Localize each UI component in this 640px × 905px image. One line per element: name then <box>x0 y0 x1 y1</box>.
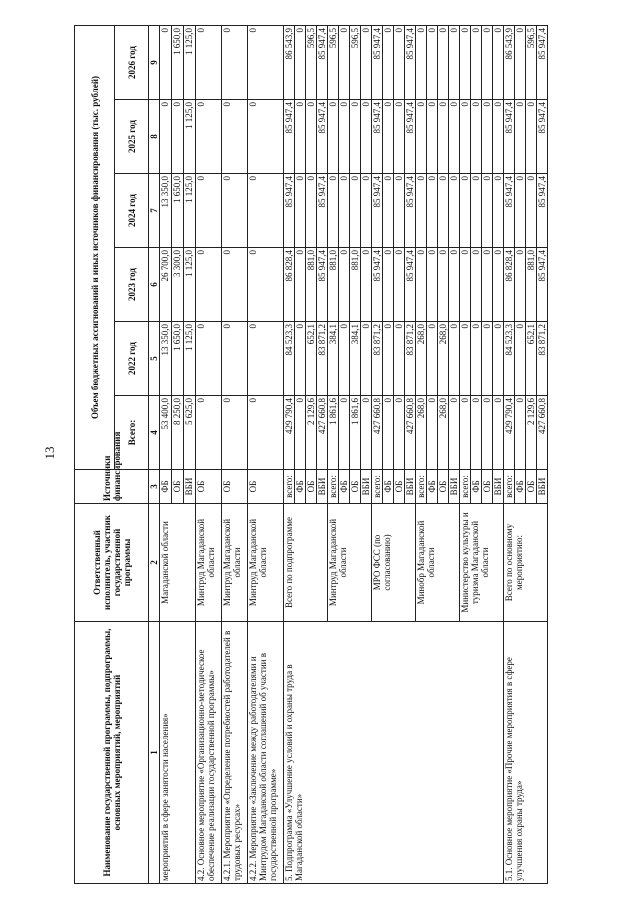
responsible-cell: Минобр Магаданской области <box>416 504 460 622</box>
value-cell: 86 543,9 <box>284 25 295 99</box>
table-row <box>504 25 515 883</box>
source-cell: ФБ <box>427 470 438 504</box>
value-cell: 1 125,0 <box>184 248 196 322</box>
value-cell: 596,5 <box>328 25 339 99</box>
source-cell: ОБ <box>350 470 361 504</box>
value-cell: 881,0 <box>306 248 317 322</box>
header-year: 2025 год <box>115 100 149 174</box>
value-cell: 0 <box>394 174 405 248</box>
value-cell: 0 <box>383 100 394 174</box>
value-cell: 0 <box>471 322 482 396</box>
value-cell: 85 947,4 <box>317 25 328 99</box>
program-name-cell: 5. Подпрограмма «Улучшение условий и охраны труда в Магаданской области» <box>284 622 504 884</box>
value-cell: 1 650,0 <box>172 322 184 396</box>
value-cell: 1 125,0 <box>184 25 196 99</box>
value-cell: 85 947,4 <box>317 100 328 174</box>
value-cell: 85 947,4 <box>284 100 295 174</box>
value-cell: 0 <box>493 174 504 248</box>
value-cell: 881,0 <box>328 248 339 322</box>
value-cell: 0 <box>160 100 172 174</box>
source-cell: ФБ <box>160 470 172 504</box>
value-cell: 0 <box>248 322 284 396</box>
header-col-number: 3 <box>149 470 160 504</box>
responsible-cell: Минтруд Магаданской области <box>222 504 248 622</box>
value-cell: 0 <box>295 100 306 174</box>
source-cell: ФБ <box>383 470 394 504</box>
value-cell: 0 <box>526 100 537 174</box>
value-cell: 0 <box>160 25 172 99</box>
value-cell: 0 <box>493 25 504 99</box>
value-cell: 0 <box>248 100 284 174</box>
value-cell: 85 947,4 <box>317 174 328 248</box>
source-cell: ВБИ <box>405 470 416 504</box>
value-cell: 268,0 <box>438 322 449 396</box>
source-cell: ФБ <box>295 470 306 504</box>
value-cell: 0 <box>306 100 317 174</box>
value-cell: 0 <box>383 248 394 322</box>
value-cell: 86 828,4 <box>504 248 515 322</box>
value-cell: 13 350,0 <box>160 174 172 248</box>
value-cell: 427 660,8 <box>405 396 416 470</box>
value-cell: 85 947,4 <box>537 100 548 174</box>
program-name-cell: мероприятий в сфере занятости населения» <box>160 622 196 884</box>
header-responsible: Ответственный исполнитель, участник государственной программы <box>75 504 149 622</box>
source-cell: ВБИ <box>184 470 196 504</box>
value-cell: 0 <box>482 174 493 248</box>
value-cell: 83 871,2 <box>372 322 383 396</box>
responsible-cell: Минтруд Магаданской области <box>248 504 284 622</box>
value-cell: 0 <box>493 100 504 174</box>
value-cell: 268,0 <box>416 322 427 396</box>
value-cell: 427 660,8 <box>537 396 548 470</box>
value-cell: 0 <box>471 174 482 248</box>
value-cell: 1 125,0 <box>184 100 196 174</box>
value-cell: 0 <box>460 100 471 174</box>
source-cell: ОБ <box>438 470 449 504</box>
value-cell: 0 <box>222 174 248 248</box>
value-cell: 0 <box>427 322 438 396</box>
value-cell: 0 <box>295 25 306 99</box>
value-cell: 881,0 <box>526 248 537 322</box>
value-cell: 85 947,4 <box>372 248 383 322</box>
source-cell: ОБ <box>394 470 405 504</box>
source-cell: ФБ <box>471 470 482 504</box>
value-cell: 0 <box>394 248 405 322</box>
value-cell: 0 <box>493 396 504 470</box>
value-cell: 85 947,4 <box>372 100 383 174</box>
value-cell: 0 <box>295 322 306 396</box>
value-cell: 0 <box>471 396 482 470</box>
value-cell: 1 650,0 <box>172 25 184 99</box>
source-cell: ОБ <box>306 470 317 504</box>
value-cell: 0 <box>427 396 438 470</box>
value-cell: 0 <box>222 396 248 470</box>
value-cell: 0 <box>196 100 222 174</box>
value-cell: 0 <box>361 396 372 470</box>
value-cell: 881,0 <box>350 248 361 322</box>
value-cell: 0 <box>449 322 460 396</box>
value-cell: 0 <box>222 322 248 396</box>
value-cell: 0 <box>515 396 526 470</box>
value-cell: 8 250,0 <box>172 396 184 470</box>
value-cell: 0 <box>460 25 471 99</box>
value-cell: 0 <box>482 248 493 322</box>
source-cell: всего: <box>416 470 427 504</box>
header-col-number: 1 <box>149 622 160 884</box>
value-cell: 0 <box>339 322 350 396</box>
value-cell: 0 <box>196 174 222 248</box>
value-cell: 0 <box>172 100 184 174</box>
value-cell: 0 <box>427 248 438 322</box>
page-number: 13 <box>42 446 57 460</box>
value-cell: 0 <box>482 25 493 99</box>
value-cell: 86 543,9 <box>504 25 515 99</box>
value-cell: 2 129,6 <box>526 396 537 470</box>
value-cell: 85 947,4 <box>372 174 383 248</box>
value-cell: 0 <box>471 100 482 174</box>
value-cell: 0 <box>328 174 339 248</box>
value-cell: 0 <box>196 248 222 322</box>
value-cell: 268,0 <box>416 396 427 470</box>
header-year: 2023 год <box>115 248 149 322</box>
table-row <box>196 25 222 883</box>
value-cell: 0 <box>515 248 526 322</box>
header-col-number: 6 <box>149 248 160 322</box>
value-cell: 1 125,0 <box>184 322 196 396</box>
value-cell: 0 <box>222 248 248 322</box>
value-cell: 427 660,8 <box>372 396 383 470</box>
value-cell: 0 <box>339 100 350 174</box>
value-cell: 0 <box>416 248 427 322</box>
header-year: Всего: <box>115 396 149 470</box>
responsible-cell: МРО ФСС (по согласованию) <box>372 504 416 622</box>
value-cell: 0 <box>248 174 284 248</box>
value-cell: 0 <box>515 322 526 396</box>
value-cell: 0 <box>339 396 350 470</box>
source-cell: ФБ <box>515 470 526 504</box>
value-cell: 0 <box>196 396 222 470</box>
value-cell: 5 625,0 <box>184 396 196 470</box>
source-cell: ВБИ <box>449 470 460 504</box>
value-cell: 0 <box>493 248 504 322</box>
value-cell: 0 <box>295 174 306 248</box>
value-cell: 596,5 <box>350 25 361 99</box>
value-cell: 427 660,8 <box>317 396 328 470</box>
value-cell: 0 <box>482 396 493 470</box>
value-cell: 85 947,4 <box>284 174 295 248</box>
value-cell: 85 947,4 <box>504 174 515 248</box>
value-cell: 1 650,0 <box>172 174 184 248</box>
source-cell: ОБ <box>222 470 248 504</box>
value-cell: 0 <box>427 174 438 248</box>
value-cell: 0 <box>449 174 460 248</box>
value-cell: 0 <box>248 248 284 322</box>
responsible-cell: Всего по основному мероприятию: <box>504 504 548 622</box>
value-cell: 86 828,4 <box>284 248 295 322</box>
value-cell: 0 <box>438 25 449 99</box>
value-cell: 0 <box>438 100 449 174</box>
value-cell: 0 <box>526 174 537 248</box>
source-cell: всего: <box>372 470 383 504</box>
value-cell: 0 <box>471 248 482 322</box>
value-cell: 0 <box>515 25 526 99</box>
value-cell: 652,1 <box>526 322 537 396</box>
value-cell: 0 <box>460 248 471 322</box>
value-cell: 0 <box>248 25 284 99</box>
value-cell: 0 <box>295 248 306 322</box>
value-cell: 0 <box>482 100 493 174</box>
value-cell: 83 871,2 <box>537 322 548 396</box>
value-cell: 85 947,4 <box>405 248 416 322</box>
value-cell: 84 523,3 <box>284 322 295 396</box>
value-cell: 0 <box>306 174 317 248</box>
value-cell: 0 <box>222 25 248 99</box>
source-cell: ФБ <box>339 470 350 504</box>
value-cell: 0 <box>427 100 438 174</box>
source-cell: ОБ <box>196 470 222 504</box>
responsible-cell: Министерство культуры и туризма Магаданской области <box>460 504 504 622</box>
value-cell: 384,1 <box>350 322 361 396</box>
value-cell: 85 947,4 <box>405 100 416 174</box>
value-cell: 26 700,0 <box>160 248 172 322</box>
value-cell: 83 871,2 <box>317 322 328 396</box>
value-cell: 429 790,4 <box>504 396 515 470</box>
value-cell: 0 <box>438 248 449 322</box>
source-cell: ВБИ <box>537 470 548 504</box>
value-cell: 85 947,4 <box>504 100 515 174</box>
value-cell: 85 947,4 <box>537 174 548 248</box>
header-col-number: 2 <box>149 504 160 622</box>
value-cell: 0 <box>449 396 460 470</box>
value-cell: 0 <box>416 100 427 174</box>
value-cell: 85 947,4 <box>537 25 548 99</box>
value-cell: 0 <box>482 322 493 396</box>
value-cell: 0 <box>196 322 222 396</box>
value-cell: 0 <box>515 174 526 248</box>
program-name-cell: 5.1. Основное мероприятие «Прочие мероприятия в сфере улучшения охраны труда» <box>504 622 548 884</box>
value-cell: 0 <box>361 174 372 248</box>
value-cell: 0 <box>196 25 222 99</box>
header-col-number: 8 <box>149 100 160 174</box>
value-cell: 0 <box>350 100 361 174</box>
rotated-table-wrapper <box>74 26 617 884</box>
source-cell: ВБИ <box>317 470 328 504</box>
source-cell: всего: <box>460 470 471 504</box>
header-col-number: 4 <box>149 396 160 470</box>
value-cell: 13 350,0 <box>160 322 172 396</box>
table-row <box>222 25 248 883</box>
value-cell: 0 <box>361 25 372 99</box>
table-row <box>248 25 284 883</box>
value-cell: 0 <box>460 322 471 396</box>
value-cell: 84 523,3 <box>504 322 515 396</box>
value-cell: 0 <box>427 25 438 99</box>
header-name: Наименование государственной программы, подпрограммы, основных мероприятий, мероприятий <box>75 622 149 884</box>
value-cell: 0 <box>350 174 361 248</box>
value-cell: 596,5 <box>306 25 317 99</box>
value-cell: 0 <box>361 248 372 322</box>
header-col-number: 5 <box>149 322 160 396</box>
value-cell: 0 <box>383 396 394 470</box>
responsible-cell: Всего по подпрограмме <box>284 504 328 622</box>
source-cell: ВБИ <box>493 470 504 504</box>
value-cell: 596,5 <box>526 25 537 99</box>
value-cell: 0 <box>471 25 482 99</box>
value-cell: 652,1 <box>306 322 317 396</box>
value-cell: 0 <box>493 322 504 396</box>
value-cell: 0 <box>361 100 372 174</box>
value-cell: 0 <box>295 396 306 470</box>
program-name-cell: 4.2. Основное мероприятие «Организационно-методическое обеспечение реализации государственной программы» <box>196 622 222 884</box>
value-cell: 85 947,4 <box>537 248 548 322</box>
value-cell: 1 125,0 <box>184 174 196 248</box>
header-funding: Объем бюджетных ассигнований и иных источников финансирования (тыс. рублей) <box>75 25 115 469</box>
value-cell: 0 <box>438 174 449 248</box>
value-cell: 0 <box>328 100 339 174</box>
source-cell: всего: <box>284 470 295 504</box>
source-cell: ОБ <box>172 470 184 504</box>
value-cell: 0 <box>394 100 405 174</box>
value-cell: 0 <box>383 25 394 99</box>
header-year: 2022 год <box>115 322 149 396</box>
value-cell: 384,1 <box>328 322 339 396</box>
header-col-number: 9 <box>149 25 160 99</box>
value-cell: 0 <box>339 174 350 248</box>
value-cell: 0 <box>449 25 460 99</box>
table-row <box>160 25 172 883</box>
value-cell: 268,0 <box>438 396 449 470</box>
source-cell: ОБ <box>248 470 284 504</box>
source-cell: ОБ <box>526 470 537 504</box>
value-cell: 1 861,6 <box>328 396 339 470</box>
source-cell: всего: <box>504 470 515 504</box>
responsible-cell: Минтруд Магаданской области <box>328 504 372 622</box>
value-cell: 0 <box>394 396 405 470</box>
value-cell: 0 <box>248 396 284 470</box>
value-cell: 0 <box>383 322 394 396</box>
budget-table <box>74 25 548 884</box>
value-cell: 85 947,4 <box>372 25 383 99</box>
value-cell: 83 871,2 <box>405 322 416 396</box>
value-cell: 0 <box>515 100 526 174</box>
value-cell: 0 <box>394 25 405 99</box>
value-cell: 0 <box>361 322 372 396</box>
responsible-cell: Минтруд Магаданской области <box>196 504 222 622</box>
value-cell: 0 <box>460 396 471 470</box>
value-cell: 0 <box>339 25 350 99</box>
header-year: 2024 год <box>115 174 149 248</box>
source-cell: ОБ <box>482 470 493 504</box>
responsible-cell: Магаданской области <box>160 504 196 622</box>
value-cell: 85 947,4 <box>405 174 416 248</box>
source-cell: всего: <box>328 470 339 504</box>
value-cell: 429 790,4 <box>284 396 295 470</box>
value-cell: 53 400,0 <box>160 396 172 470</box>
value-cell: 85 947,4 <box>405 25 416 99</box>
source-cell: ВБИ <box>361 470 372 504</box>
value-cell: 0 <box>449 248 460 322</box>
header-year: 2026 год <box>115 25 149 99</box>
value-cell: 0 <box>222 100 248 174</box>
table-row <box>284 25 295 883</box>
value-cell: 3 300,0 <box>172 248 184 322</box>
header-source: Источники финансирования <box>75 470 149 504</box>
value-cell: 2 129,6 <box>306 396 317 470</box>
header-col-number: 7 <box>149 174 160 248</box>
program-name-cell: 4.2.2. Мероприятие «Заключение между работодателями и Минтрудом Магаданской области соглашений об участии в государственной программе» <box>248 622 284 884</box>
value-cell: 0 <box>416 174 427 248</box>
value-cell: 0 <box>416 25 427 99</box>
value-cell: 1 861,6 <box>350 396 361 470</box>
value-cell: 0 <box>460 174 471 248</box>
value-cell: 0 <box>339 248 350 322</box>
value-cell: 0 <box>394 322 405 396</box>
value-cell: 0 <box>383 174 394 248</box>
value-cell: 0 <box>449 100 460 174</box>
program-name-cell: 4.2.1. Мероприятие «Определение потребностей работодателей в трудовых ресурсах» <box>222 622 248 884</box>
value-cell: 85 947,4 <box>317 248 328 322</box>
